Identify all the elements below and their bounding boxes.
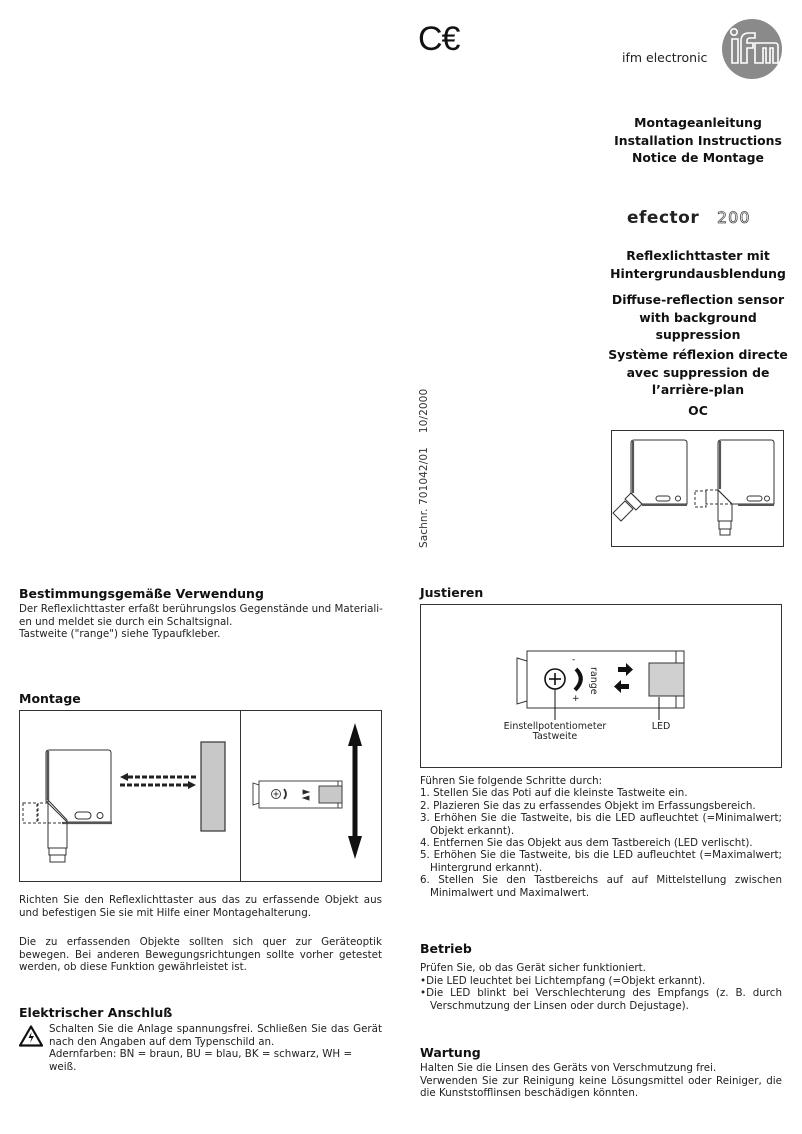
bestimmung-text bbox=[19, 603, 385, 641]
text-line: Der Reflexlichttaster erfaßt berührungslos Gegenstände und Materiali- bbox=[19, 603, 383, 615]
product-name-en-line: suppression bbox=[655, 327, 741, 342]
range-label: range bbox=[588, 667, 599, 695]
step-item: 4. Entfernen Sie das Objekt aus dem Tastbereich (LED verlischt). bbox=[420, 837, 753, 850]
efector-text: efector bbox=[627, 208, 700, 228]
range-minus: - bbox=[572, 655, 576, 665]
sachnr: Sachnr. 701042/01 bbox=[418, 447, 430, 548]
product-name-fr bbox=[600, 346, 796, 399]
montage-text-2 bbox=[19, 936, 382, 974]
section-heading-betrieb: Betrieb bbox=[420, 941, 472, 956]
bullet-item: •Die LED leuchtet bei Lichtempfang (=Objekt erkannt). bbox=[420, 974, 706, 987]
section-heading-bestimmung: Bestimmungsgemäße Verwendung bbox=[19, 586, 264, 601]
section-heading-wartung: Wartung bbox=[420, 1045, 481, 1060]
efector200-logo bbox=[627, 206, 767, 228]
section-heading-justieren: Justieren bbox=[420, 585, 484, 600]
step-item: 6. Stellen Sie den Tastbereichs auf auf Mittelstellung zwischen Minimalwert und Maximalwert. bbox=[420, 874, 782, 899]
ifm-logo-icon bbox=[722, 19, 782, 79]
potentiometer-label: Einstellpotentiometer bbox=[503, 721, 607, 732]
document-titles bbox=[600, 114, 796, 167]
range-plus: + bbox=[572, 694, 580, 704]
product-name-de bbox=[600, 247, 796, 282]
step-item: 1. Stellen Sie das Poti auf die kleinste Tastweite ein. bbox=[420, 787, 688, 800]
text-paragraph: Halten Sie die Linsen des Geräts von Verschmutzung frei. bbox=[420, 1062, 717, 1074]
text-paragraph: Schalten Sie die Anlage spannungsfrei. Schließen Sie das Gerät nach den Angaben auf dem Typenschild an. bbox=[49, 1023, 382, 1048]
text-paragraph: Die zu erfassenden Objekte sollten sich quer zur Geräteoptik bewegen. Bei anderen Bewegungsrichtungen sollte vorher getestet werden, ob diese Funktion gewährleistet ist. bbox=[19, 936, 382, 974]
document-date: 10/2000 bbox=[418, 388, 430, 434]
montage-figure bbox=[19, 710, 382, 882]
product-name-en bbox=[600, 291, 796, 344]
ce-mark: C€ bbox=[418, 20, 460, 58]
product-name-en-line: Diffuse-reflection sensor bbox=[611, 292, 785, 307]
text-paragraph: Adernfarben: BN = braun, BU = blau, BK = schwarz, WH = weiß. bbox=[49, 1048, 353, 1073]
sensor-side-view bbox=[23, 750, 112, 862]
document-id bbox=[418, 375, 430, 548]
product-name-de-line: Reflexlichttaster mit bbox=[626, 248, 770, 263]
range-label-text: Tastweite bbox=[532, 731, 578, 742]
movement-direction-arrow-icon bbox=[348, 723, 362, 859]
montage-text-1 bbox=[19, 894, 382, 919]
brand-name: ifm electronic bbox=[622, 50, 708, 65]
step-item: 3. Erhöhen Sie die Tastweite, bis die LED aufleuchtet (=Minimalwert; Objekt erkannt). bbox=[420, 812, 782, 837]
section-heading-elektrisch: Elektrischer Anschluß bbox=[19, 1005, 173, 1020]
light-beam-arrows-icon bbox=[120, 773, 196, 789]
product-name-de-line: Hintergrundausblendung bbox=[610, 265, 786, 281]
product-name-en-line: with background bbox=[639, 309, 757, 325]
svg-text:200: 200 bbox=[717, 208, 751, 227]
title-fr: Notice de Montage bbox=[632, 150, 764, 165]
product-name-fr-line: Système réflexion directe bbox=[608, 347, 788, 362]
wartung-text bbox=[420, 1062, 782, 1100]
step-item: 2. Plazieren Sie das zu erfassendes Objekt im Erfassungsbereich. bbox=[420, 799, 756, 812]
justieren-figure bbox=[420, 604, 782, 768]
justieren-steps bbox=[420, 775, 782, 899]
sensor-drawing-right bbox=[695, 440, 774, 535]
text-line: Prüfen Sie, ob das Gerät sicher funktioniert. bbox=[420, 962, 646, 974]
text-line: Tastweite ("range") siehe Typaufkleber. bbox=[19, 628, 221, 641]
product-image bbox=[611, 430, 784, 547]
bullet-item: •Die LED blinkt bei Verschlechterung des Empfangs (z. B. durch Verschmutzung der Linsen oder durch Dejustage). bbox=[420, 987, 782, 1012]
elektrisch-text bbox=[49, 1023, 382, 1073]
betrieb-text bbox=[420, 962, 782, 1012]
sensor-drawing-left bbox=[613, 440, 687, 521]
high-voltage-warning-icon bbox=[19, 1025, 43, 1047]
product-name-fr-line: l’arrière-plan bbox=[651, 382, 745, 397]
product-type: OC bbox=[688, 403, 708, 418]
sensor-front-view bbox=[253, 781, 342, 808]
text-paragraph: Verwenden Sie zur Reinigung keine Lösungsmittel oder Reiniger, die die Kunststofflinsen beschädigen könnten. bbox=[420, 1074, 782, 1100]
steps-intro: Führen Sie folgende Schritte durch: bbox=[420, 775, 603, 787]
step-item: 5. Erhöhen Sie die Tastweite, bis die LED aufleuchtet (=Maximalwert; Hintergrund erkannt). bbox=[420, 849, 782, 874]
section-heading-montage: Montage bbox=[19, 691, 81, 706]
text-line: en und meldet sie durch ein Schaltsignal. bbox=[19, 615, 233, 628]
target-object bbox=[201, 742, 225, 831]
product-name-fr-line: avec suppression de bbox=[626, 364, 770, 380]
title-en: Installation Instructions bbox=[614, 132, 782, 148]
title-de: Montageanleitung bbox=[634, 115, 762, 130]
text-paragraph: Richten Sie den Reflexlichttaster aus das zu erfassende Objekt aus und befestigen Sie sie mit Hilfe einer Montagehalterung. bbox=[19, 894, 382, 919]
led-label: LED bbox=[651, 721, 671, 732]
